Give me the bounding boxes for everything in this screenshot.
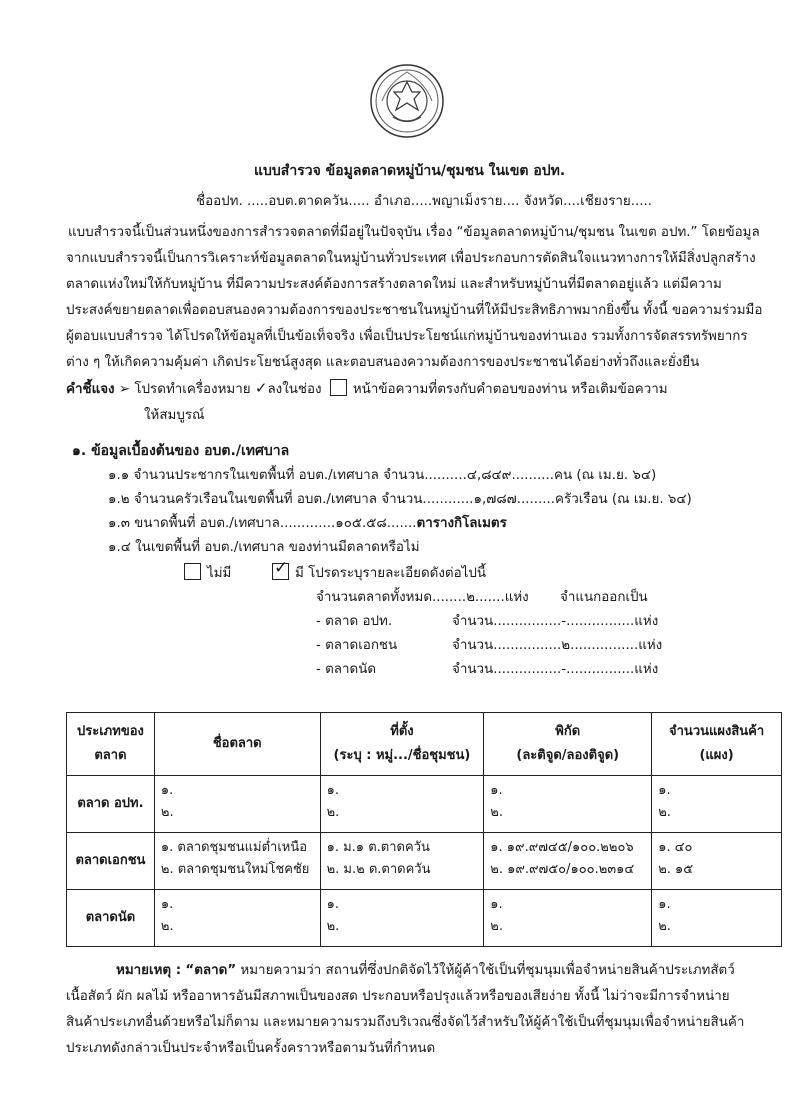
cell-location: ๑. ม.๑ ต.ตาดควัน ๒. ม.๒ ต.ตาดควัน [320, 833, 484, 890]
note-term: “ตลาด” [185, 963, 237, 978]
intro-line: ต่าง ๆ ให้เกิดความคุ้มค่า เกิดประโยชน์สูงสุด และตอบสนองความต้องการของประชาชนได้อย่างทั่วถึงและยั่งยืน [66, 355, 700, 370]
header-stalls: จำนวนแผงสินค้า (แผง) [652, 713, 782, 776]
household-field: ๑.๒ จำนวนครัวเรือนในเขตพื้นที่ อบต./เทศบาล จำนวน............๑,๗๘๗.........ครัวเรือน (ณ เม.ย. ๖๔) [108, 492, 692, 507]
cell-name: ๑. ๒. [154, 890, 320, 947]
header-location: ที่ตั้ง (ระบุ : หมู่.../ชื่อชุมชน) [320, 713, 484, 776]
location-line: ชื่ออปท. .....อบต.ตาดควัน..... อำเภอ.....พญาเม็งราย.... จังหวัด....เชียงราย..... [196, 194, 653, 209]
breakdown-value-private: จำนวน................๒................แห่ง [452, 638, 663, 653]
note-text: หมายความว่า สถานที่ซึ่งปกติจัดไว้ให้ผู้ค้าใช้เป็นที่ชุมนุมเพื่อจำหน่ายสินค้าประเภทสัตว์ [240, 963, 735, 978]
markets-table [66, 712, 782, 947]
breakdown-label-private: - ตลาดเอกชน [316, 638, 398, 653]
breakdown-label-flea: - ตลาดนัด [316, 662, 377, 677]
cell-stalls: ๑. ๒. [652, 890, 782, 947]
option-no[interactable] [184, 562, 231, 583]
table-row [67, 776, 782, 833]
note-line: สินค้าประเภทอื่นด้วยหรือไม่ก็ตาม และหมายความรวมถึงบริเวณซึ่งจัดไว้สำหรับให้ผู้ค้าใช้เป็นที่ชุมนุมเพื่อจำหน่ายสินค้า [66, 1015, 745, 1030]
cell-stalls: ๑. ๒. [652, 776, 782, 833]
cell-stalls: ๑. ๔๐ ๒. ๑๕ [652, 833, 782, 890]
form-title: แบบสำรวจ ข้อมูลตลาดหมู่บ้าน/ชุมชน ในเขต อปท. [254, 163, 566, 179]
section1-title: ๑. ข้อมูลเบื้องต้นของ อบต./เทศบาล [72, 443, 290, 459]
checkbox-yes[interactable] [272, 563, 289, 580]
instructions-text-a: โปรดทำเครื่องหมาย [134, 382, 251, 397]
header-name: ชื่อตลาด [154, 713, 320, 776]
arrow-icon: ➢ [118, 382, 131, 397]
empty-checkbox-icon [330, 379, 347, 396]
breakdown-value-local: จำนวน................-................แห่ง [452, 614, 659, 629]
cell-type: ตลาด อปท. [67, 776, 155, 833]
instructions-text-c: หน้าข้อความที่ตรงกับคำตอบของท่าน หรือเติมข้อความ [352, 382, 668, 397]
note-line: ประเภทดังกล่าวเป็นประจำหรือเป็นครั้งคราวหรือตามวันที่กำหนด [66, 1041, 436, 1056]
breakdown-value-flea: จำนวน................-................แห่ง [452, 662, 659, 677]
cell-type: ตลาดนัด [67, 890, 155, 947]
option-yes-label: มี โปรดระบุรายละเอียดดังต่อไปนี้ [295, 566, 487, 581]
header-coords: พิกัด (ละติจูด/ลองติจูด) [484, 713, 652, 776]
option-yes[interactable] [272, 562, 486, 583]
total-markets: จำนวนตลาดทั้งหมด........๒.......แห่ง [316, 590, 529, 605]
area-value: ๑.๓ ขนาดพื้นที่ อบต./เทศบาล.............๑๐๕.๕๘....... [108, 516, 417, 531]
intro-line: จากแบบสำรวจนี้เป็นการวิเคราะห์ข้อมูลตลาดในหมู่บ้านทั่วประเทศ เพื่อประกอบการตัดสินใจแนวทางการให้มีสิ่งปลูกสร้าง [66, 251, 756, 266]
note-line [66, 958, 778, 984]
intro-paragraph [66, 220, 778, 376]
cell-name: ๑. ตลาดชุมชนแม่ต่ำเหนือ ๒. ตลาดชุมชนใหม่โชคชัย [154, 833, 320, 890]
note-label: หมายเหตุ : [116, 963, 182, 978]
check-mark-icon: ✓ [254, 379, 268, 397]
instructions-line [66, 378, 668, 399]
cell-location: ๑. ๒. [320, 890, 484, 947]
royal-seal-icon [368, 62, 446, 140]
header-type: ประเภทของ ตลาด [67, 713, 155, 776]
option-no-label: ไม่มี [207, 566, 232, 581]
breakdown-label: จำแนกออกเป็น [560, 590, 648, 605]
cell-coords: ๑. ๒. [484, 776, 652, 833]
checkbox-no[interactable] [184, 563, 201, 580]
intro-line: ผู้ตอบแบบสำรวจ ได้โปรดให้ข้อมูลที่เป็นข้อเท็จจริง เพื่อเป็นประโยชน์แก่หมู่บ้านของท่านเอง รวมทั้งการจัดสรรทรัพยากร [66, 329, 748, 344]
intro-line: ประสงค์ขยายตลาดเพื่อตอบสนองความต้องการของประชาชนในหมู่บ้านที่ให้มีประสิทธิภาพมากยิ่งขึ้น ทั้งนี้ ขอความร่วมมือ [66, 303, 763, 318]
note-paragraph [66, 958, 778, 1062]
intro-line: แบบสำรวจนี้เป็นส่วนหนึ่งของการสำรวจตลาดที่มีอยู่ในปัจจุบัน เรื่อง “ข้อมูลตลาดหมู่บ้าน/ชุมชน ในเขต อปท.” โดยข้อมูล [68, 225, 760, 240]
cell-coords: ๑. ๒. [484, 890, 652, 947]
cell-coords: ๑. ๑๙.๙๗๔๕/๑๐๐.๒๒๐๖ ๒. ๑๙.๙๗๕๐/๑๐๐.๒๓๑๔ [484, 833, 652, 890]
instructions-text-d: ให้สมบูรณ์ [144, 408, 205, 423]
market-question: ๑.๔ ในเขตพื้นที่ อบต./เทศบาล ของท่านมีตลาดหรือไม่ [108, 540, 420, 555]
cell-type: ตลาดเอกชน [67, 833, 155, 890]
instructions-label: คำชี้แจง [66, 382, 115, 397]
table-header-row [67, 713, 782, 776]
breakdown-label-local: - ตลาด อปท. [316, 614, 393, 629]
area-field [108, 512, 507, 533]
table-row [67, 890, 782, 947]
cell-name: ๑. ๒. [154, 776, 320, 833]
instructions-text-b: ลงในช่อง [267, 382, 322, 397]
intro-line: ตลาดแห่งใหม่ให้กับหมู่บ้าน ที่มีความประสงค์ต้องการสร้างตลาดใหม่ และสำหรับหมู่บ้านที่มีตลาดอยู่แล้ว แต่มีความ [66, 277, 722, 292]
population-field: ๑.๑ จำนวนประชากรในเขตพื้นที่ อบต./เทศบาล จำนวน..........๔,๘๔๙..........คน (ณ เม.ย. ๖๔) [108, 468, 657, 483]
table-row [67, 833, 782, 890]
cell-location: ๑. ๒. [320, 776, 484, 833]
area-unit: ตารางกิโลเมตร [416, 516, 507, 531]
note-line: เนื้อสัตว์ ผัก ผลไม้ หรืออาหารอันมีสภาพเป็นของสด ประกอบหรือปรุงแล้วหรือของเสียง่าย ทั้งนี้ ไม่ว่าจะมีการจำหน่าย [66, 989, 730, 1004]
